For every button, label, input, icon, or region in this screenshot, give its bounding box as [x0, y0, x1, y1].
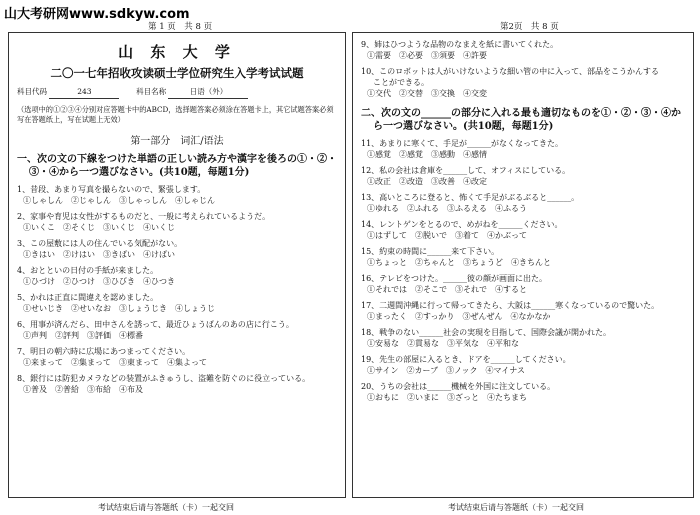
question-options: ①普及 ②普給 ③布給 ④布及 [23, 385, 143, 394]
question-options: ①ちょっと ②ちゃんと ③ちょうど ④きちんと [367, 258, 551, 267]
question-text: 10、このロボットは人がいけないような細い管の中に入って、部品をこうかんする [361, 67, 660, 76]
site-watermark: 山大考研网www.sdkyw.com [4, 7, 190, 22]
question-options: ①それでは ②そこで ③それで ④すると [367, 285, 527, 294]
subject-code-value: 243 [49, 86, 119, 99]
question-options: ①はずして ②脱いで ③着て ④かぶって [367, 231, 527, 240]
page1-footer: 考试结束后请与答题纸（卡）一起交回 [98, 503, 234, 512]
page1-header: 第 1 页 共 8 页 [148, 22, 213, 32]
subject-code-label: 科目代码 [17, 87, 47, 96]
question-text: 18、戦争のない______社会の実現を目指して、国際会議が開かれた。 [361, 328, 612, 337]
question-options: ①まったく ②すっかり ③ぜんぜん ④なかなか [367, 312, 551, 321]
question-text: 14、レントゲンをとるので、めがねを______ください。 [361, 220, 563, 229]
subject-meta [17, 86, 337, 99]
question-text: 13、高いところに登ると、怖くて手足がぶるぶると______。 [361, 193, 580, 202]
page2-footer: 考试结束后请与答题纸（卡）一起交回 [448, 503, 584, 512]
university-name: 山 东 大 学 [118, 43, 236, 61]
question-text-continued: ことができる。 [373, 78, 429, 87]
exam-page-2 [352, 32, 694, 498]
question-text: 12、私の会社は倉庫を______して、オフィスにしている。 [361, 166, 571, 175]
question-text: 4、おとといの日付の手紙が来ました。 [17, 266, 159, 275]
question-options: ①安易な ②貫易な ③平気な ④平和な [367, 339, 519, 348]
section2-instruction-line2: ら一つ選びなさい。(共10题，每题1分) [373, 121, 554, 132]
subject-name-label: 科目名称 [136, 87, 167, 96]
question-options: ①いくこ ②そくじ ③いくじ ④いくじ [23, 223, 175, 232]
question-options: ①しゃしん ②じゃしん ③しゃっしん ④しゃじん [23, 196, 215, 205]
question-text: 15、約束の時間に______来て下さい。 [361, 247, 500, 256]
question-options: ①ひづけ ②ひつけ ③ひびき ④ひつき [23, 277, 175, 286]
question-options: ①感覚 ②感覚 ③感動 ④感情 [367, 150, 487, 159]
answer-notice: （选项中的①②③④分别对应答题卡中的ABCD，选择题答案必须涂在答题卡上，其它试题答案必须写在答题纸上，写在试题上无效） [17, 105, 334, 124]
question-options: ①サイン ②カーブ ③ノック ④マイナス [367, 366, 525, 375]
question-options: ①声判 ②評判 ③評価 ④標番 [23, 331, 143, 340]
question-text: 8、銀行には防犯カメラなどの装置がふきゅうし、盗難を防ぐのに役立っている。 [17, 374, 311, 383]
question-options: ①交代 ②交替 ③交換 ④交変 [367, 89, 487, 98]
question-list [17, 184, 337, 395]
question-text: 6、用事が済んだら、田中さんを誘って、最近ひょうばんのあの店に行こう。 [17, 320, 294, 329]
question-options: ①きはい ②けはい ③きばい ④けばい [23, 250, 175, 259]
question-text: 1、昔段、あまり写真を撮らないので、緊張します。 [17, 185, 206, 194]
question-text: 11、あまりに寒くて、手足が______がなくなってきた。 [361, 139, 564, 148]
question-text: 5、かれは正直に間違えを認めました。 [17, 293, 159, 302]
question-text: 2、家事や育児は女性がするものだと、一般に考えられているようだ。 [17, 212, 271, 221]
question-options: ①せいじき ②せいなお ③しょうじき ④しょうじ [23, 304, 215, 313]
section1-instruction-line2: ③・④から一つ選びなさい。(共10题，每题1分) [29, 167, 250, 178]
question-options: ①来まって ②集まって ③東まって ④集よって [23, 358, 207, 367]
section1-instruction-line1: 一、次の文の下線をつけた単語の正しい読み方や漢字を後ろの①・②・ [17, 154, 337, 165]
question-text: 7、明日の朝六時に広場にあつまってください。 [17, 347, 191, 356]
question-text: 19、先生の部屋に入るとき、ドアを______してください。 [361, 355, 571, 364]
page2-header: 第2页 共 8 页 [500, 22, 559, 32]
question-text: 16、テレビをつけた。______彼の顔が画面に出た。 [361, 274, 548, 283]
question-options: ①おもに ②いまに ③ざっと ④たちまち [367, 393, 527, 402]
subject-name-value: 日语（外） [168, 86, 248, 99]
question-options: ①改正 ②改造 ③改善 ④改定 [367, 177, 487, 186]
question-text: 17、二週間沖縄に行って帰ってきたら、大阪は______寒くなっているので驚いた。 [361, 301, 660, 310]
exam-title: 二〇一七年招收攻读硕士学位研究生入学考试试题 [50, 66, 304, 80]
question-text: 20、うちの会社は______機械を外国に注文している。 [361, 382, 556, 391]
question-text: 9、姉はひつような品物のなまえを紙に書いてくれた。 [361, 40, 559, 49]
section2-instruction-line1: 二、次の文の______の部分に入れる最も適切なものを①・②・③・④か [361, 108, 681, 119]
question-options: ①需要 ②必要 ③須要 ④許要 [367, 51, 487, 60]
question-text: 3、この屋敷には人の住んでいる気配がない。 [17, 239, 183, 248]
question-options: ①ゆれる ②ふれる ③ふるえる ④ふるう [367, 204, 527, 213]
part-title: 第一部分 词汇/语法 [130, 136, 224, 147]
exam-page-1 [8, 32, 346, 498]
question-list [361, 138, 685, 403]
